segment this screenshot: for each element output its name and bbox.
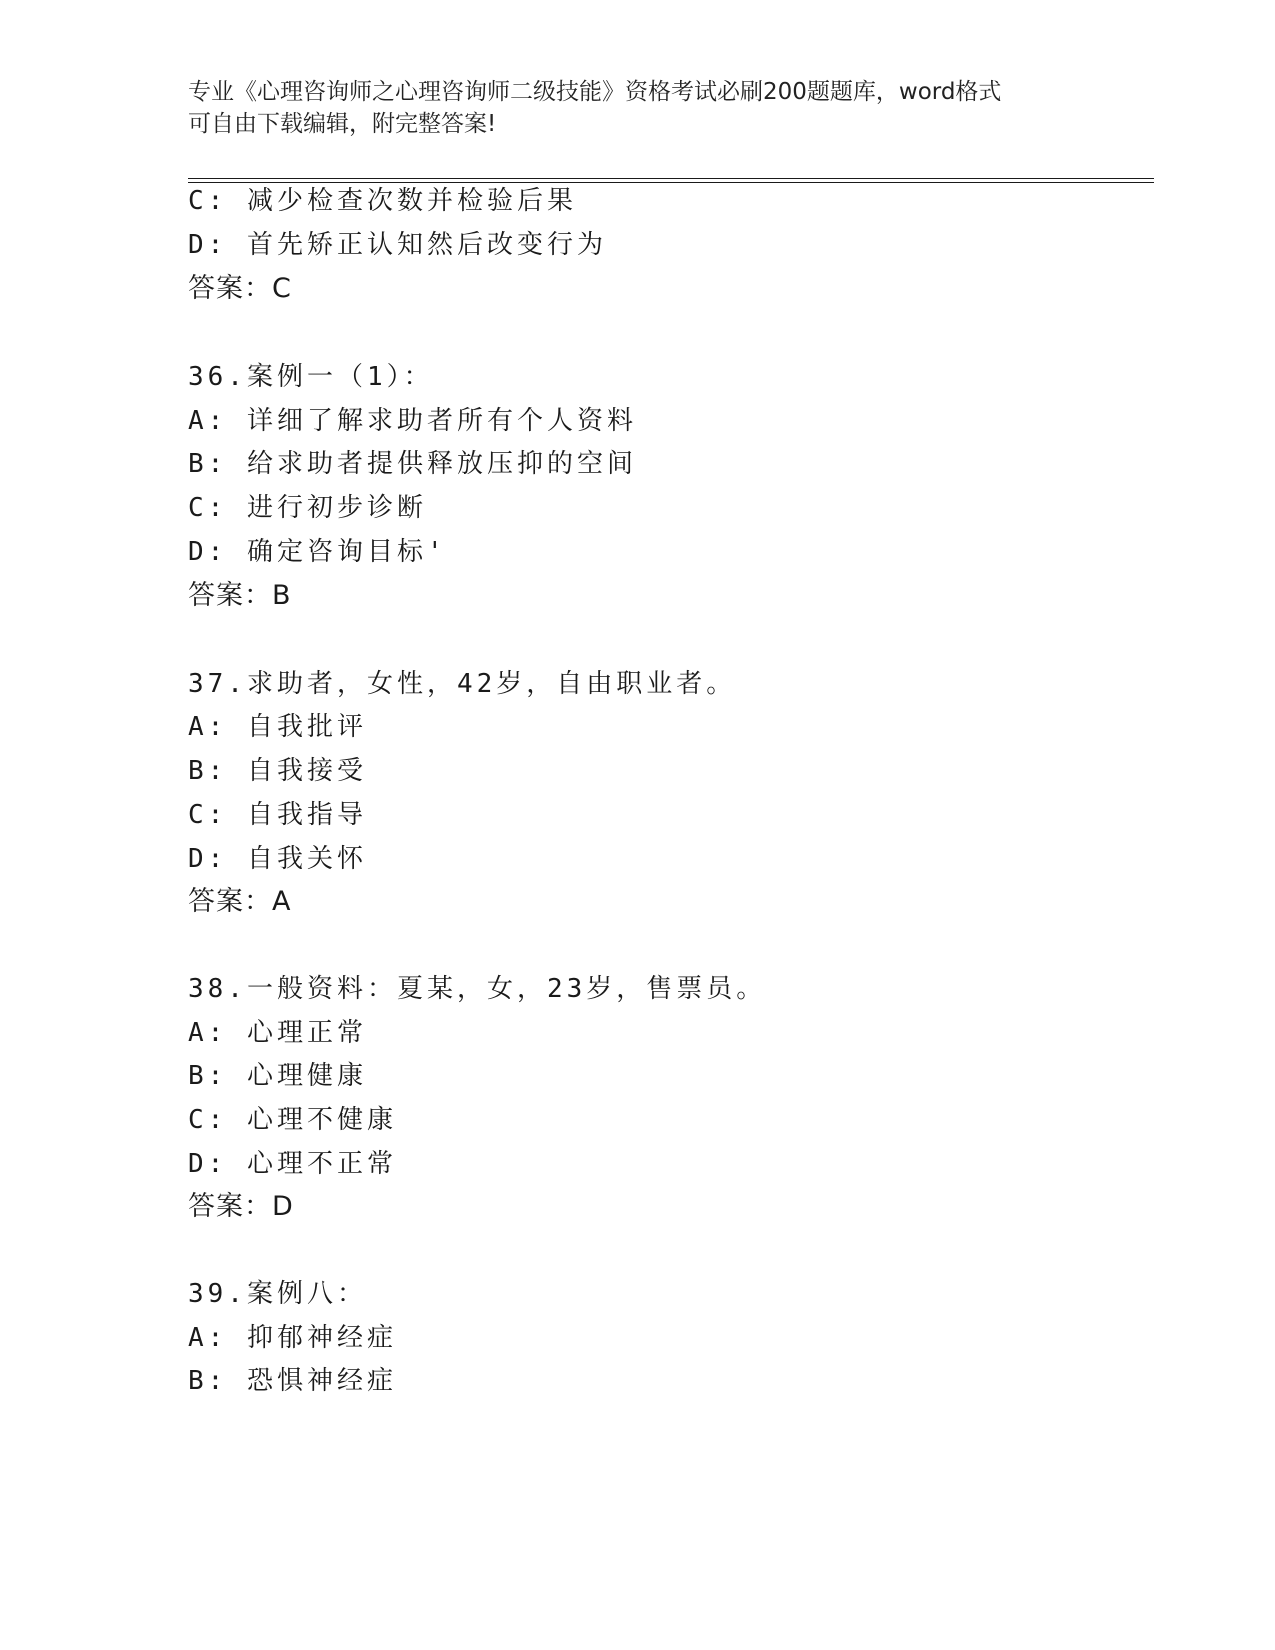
header-divider-top	[188, 178, 1154, 179]
option-d: D: 确定咨询目标'	[188, 537, 447, 567]
question-stem: 39.案例八：	[188, 1279, 367, 1309]
answer-label: 答案：C	[188, 273, 292, 304]
option-b: B: 恐惧神经症	[188, 1366, 397, 1396]
option-b: B: 自我接受	[188, 756, 367, 786]
document-header	[188, 76, 1068, 140]
option-a: A: 详细了解求助者所有个人资料	[188, 406, 637, 436]
option-b: B: 给求助者提供释放压抑的空间	[188, 449, 637, 479]
option-a: A: 抑郁神经症	[188, 1323, 397, 1353]
option-c: C: 进行初步诊断	[188, 493, 427, 523]
option-d: D: 自我关怀	[188, 844, 367, 874]
answer-label: 答案：B	[188, 580, 292, 611]
option-c: C: 心理不健康	[188, 1105, 397, 1135]
option-d: D: 心理不正常	[188, 1149, 397, 1179]
answer-label: 答案：A	[188, 886, 292, 917]
answer-label: 答案：D	[188, 1191, 294, 1222]
header-title-line-2: 可自由下载编辑，附完整答案!	[188, 111, 497, 137]
question-stem: 36.案例一（1）：	[188, 362, 434, 392]
header-title-line-1: 专业《心理咨询师之心理咨询师二级技能》资格考试必刷200题题库，word格式	[188, 79, 1002, 105]
header-divider-bottom	[188, 182, 1154, 183]
option-c: C: 自我指导	[188, 800, 367, 830]
option-c: C: 减少检查次数并检验后果	[188, 186, 577, 216]
question-stem: 38.一般资料：夏某，女，23岁，售票员。	[188, 974, 767, 1004]
option-d: D: 首先矫正认知然后改变行为	[188, 230, 607, 260]
option-b: B: 心理健康	[188, 1061, 367, 1091]
question-stem: 37.求助者，女性，42岁，自由职业者。	[188, 669, 737, 699]
option-a: A: 心理正常	[188, 1018, 367, 1048]
option-a: A: 自我批评	[188, 712, 367, 742]
